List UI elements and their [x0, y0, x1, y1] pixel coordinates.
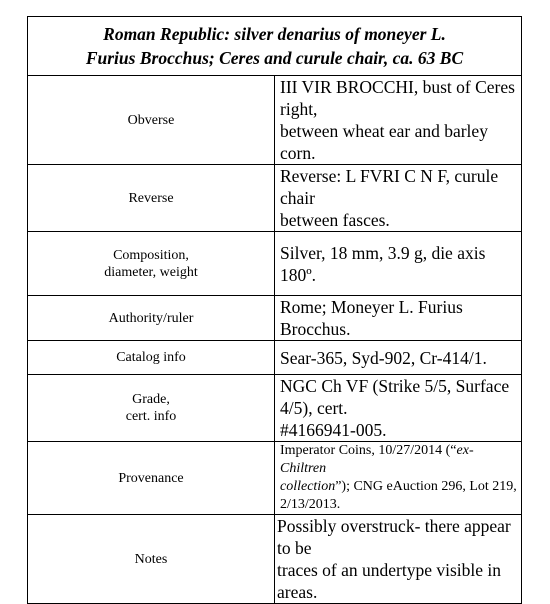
provenance-value	[275, 442, 522, 515]
grade-line-2: #4166941-005.	[280, 420, 387, 440]
title-line-2: Furius Brocchus; Ceres and curule chair, ca. 63 BC	[85, 48, 464, 68]
obverse-line-1: III VIR BROCCHI, bust of Ceres right,	[280, 77, 515, 119]
table-row-authority	[28, 296, 522, 341]
title-row	[28, 17, 522, 76]
table-row-grade	[28, 375, 522, 442]
obverse-line-2: between wheat ear and barley corn.	[280, 121, 488, 163]
composition-label-line-2: diameter, weight	[104, 264, 198, 280]
catalog-value: Sear-365, Syd-902, Cr-414/1.	[275, 341, 522, 375]
reverse-line-1: Reverse: L FVRI C N F, curule chair	[280, 166, 499, 208]
grade-value	[275, 375, 522, 442]
grade-label-line-1: Grade,	[132, 392, 170, 407]
provenance-label: Provenance	[28, 442, 275, 515]
notes-label: Notes	[28, 515, 275, 604]
table-row-reverse	[28, 165, 522, 232]
table-row-notes	[28, 515, 522, 604]
title-line-1: Roman Republic: silver denarius of moneyer L.	[103, 24, 446, 44]
coin-info-table	[27, 16, 522, 604]
obverse-label: Obverse	[28, 76, 275, 165]
table-row-obverse	[28, 76, 522, 165]
provenance-text-1: Imperator Coins, 10/27/2014 (“	[280, 443, 457, 458]
authority-label: Authority/ruler	[28, 296, 275, 341]
grade-label	[28, 375, 275, 442]
reverse-value	[275, 165, 522, 232]
grade-label-line-2: cert. info	[125, 409, 177, 424]
provenance-italic-1: ex-Chiltren	[280, 443, 474, 476]
catalog-label: Catalog info	[28, 341, 275, 375]
notes-value	[275, 515, 522, 604]
table-row-catalog	[28, 341, 522, 375]
composition-value: Silver, 18 mm, 3.9 g, die axis 180º.	[275, 232, 522, 296]
notes-line-2: traces of an undertype visible in areas.	[277, 560, 502, 602]
grade-line-1: NGC Ch VF (Strike 5/5, Surface 4/5), cert.	[280, 376, 510, 418]
composition-label	[28, 232, 275, 296]
authority-value: Rome; Moneyer L. Furius Brocchus.	[275, 296, 522, 341]
table-row-composition	[28, 232, 522, 296]
reverse-label: Reverse	[28, 165, 275, 232]
provenance-italic-2: collection	[280, 479, 336, 494]
provenance-text-2: ”); CNG eAuction 296, Lot 219, 2/13/2013.	[280, 479, 517, 512]
table-row-provenance	[28, 442, 522, 515]
obverse-value	[275, 76, 522, 165]
table-title	[28, 17, 522, 76]
notes-line-1: Possibly overstruck- there appear to be	[277, 516, 511, 558]
reverse-line-2: between fasces.	[280, 210, 390, 230]
composition-label-line-1: Composition,	[113, 247, 189, 263]
